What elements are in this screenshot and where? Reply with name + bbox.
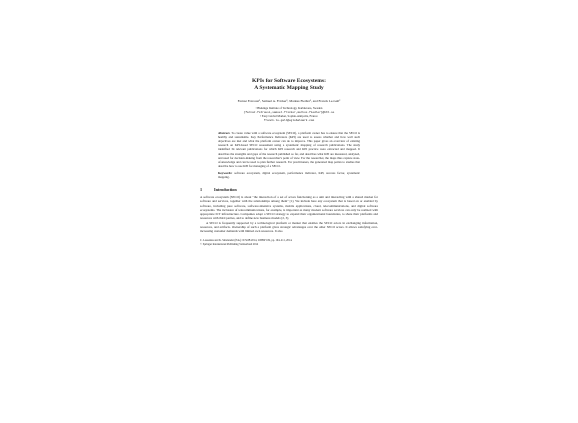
title-line-2: A Systematic Mapping Study — [254, 85, 324, 91]
footnote-line-2: © Springer International Publishing Switzerland 2014 — [200, 242, 259, 246]
abstract-label: Abstract. — [218, 131, 231, 136]
footnote-citation — [200, 239, 378, 246]
section-heading — [200, 187, 378, 192]
keywords-label: Keywords: — [218, 170, 233, 175]
affiliation-1: ¹ Blekinge Institute of Technology, Karlskrona, Sweden — [255, 106, 323, 111]
affiliations — [200, 107, 378, 123]
title-line-1: KPIs for Software Ecosystems: — [252, 78, 326, 84]
affiliation-2: ² Easy Global Market, Sophia-Antipolis, France — [260, 114, 318, 119]
author-list: Farnaz Fotrousi¹, Samuel A. Fricker¹, Markus Fiedler¹, and Franck Le-Gall² — [237, 99, 341, 103]
body-paragraph-2: A SECO is frequently supported by a technological platform or market that enables the SECO actors in exchanging information, resources, and artifacts. Ownership of such a platform gives strategic advantages over the other SECO actors. It allows satisfying ever-increasing customer demands with limited own resources. It also — [200, 220, 378, 234]
keywords-text: software ecosystem, digital ecosystem, performance indicator, KPI, success factor, systematic mapping. — [218, 170, 360, 179]
page-content — [200, 78, 378, 246]
keywords — [218, 171, 360, 179]
section-title: Introduction — [214, 187, 237, 193]
paper-title — [200, 78, 378, 92]
footnote-line-1: C. Lassenius and K. Smolander (Eds.): ICSOB 2014, LNBIP 182, pp. 194–211, 2014. — [200, 239, 293, 243]
affiliation-2-email: franck.le-gall@eglobalmark.com — [263, 119, 315, 123]
abstract-text: To create value with a software ecosystem (SECO), a platform owner has to ensure that the SECO is healthy and sustainable. Key Performance Indicators (KPI) are used to assess whether and how well such objectives are met and what the platform owner can do to improve. This paper gives an overview of existing research on KPI-based SECO assessment using a systematic mapping of research publications. The study identified 34 relevant publications for which KPI research and KPI practice were extracted and mapped. It describes the strengths and gaps of the research published so far, and describes what KPI are measured, analyzed, and used for decision-making from the researcher's point of view. For the researcher, the maps thus capture state-of-knowledge and can be used to plan further research. For practitioners, the generated map points to studies that describe how to use KPI for managing of a SECO. — [218, 131, 361, 168]
affiliation-1-email: {farnaz.fotrousi,samuel.fricker,markus.fiedler}@bth.se — [243, 111, 335, 115]
section-number: 1 — [200, 187, 203, 193]
body-paragraph-1: A software ecosystem (SECO) is about "the interaction of a set of actors functioning as a unit and interacting with a shared market for software and services, together with the relationships among them" [1]. We include here any ecosystem that is based on or enabled by software, including pure software, software-intensive systems, mobile applications, cloud, telecommunications, and digital software ecosystems. The inclusion of telecommunications, for example, is important as many modern software services can only be realized with appropriate ICT infrastructure. Companies adopt a SECO strategy to expand their organizational boundaries, to share their platforms and resources with third parties, and to define new business models [2, 3]. — [200, 195, 378, 221]
abstract — [218, 131, 360, 168]
